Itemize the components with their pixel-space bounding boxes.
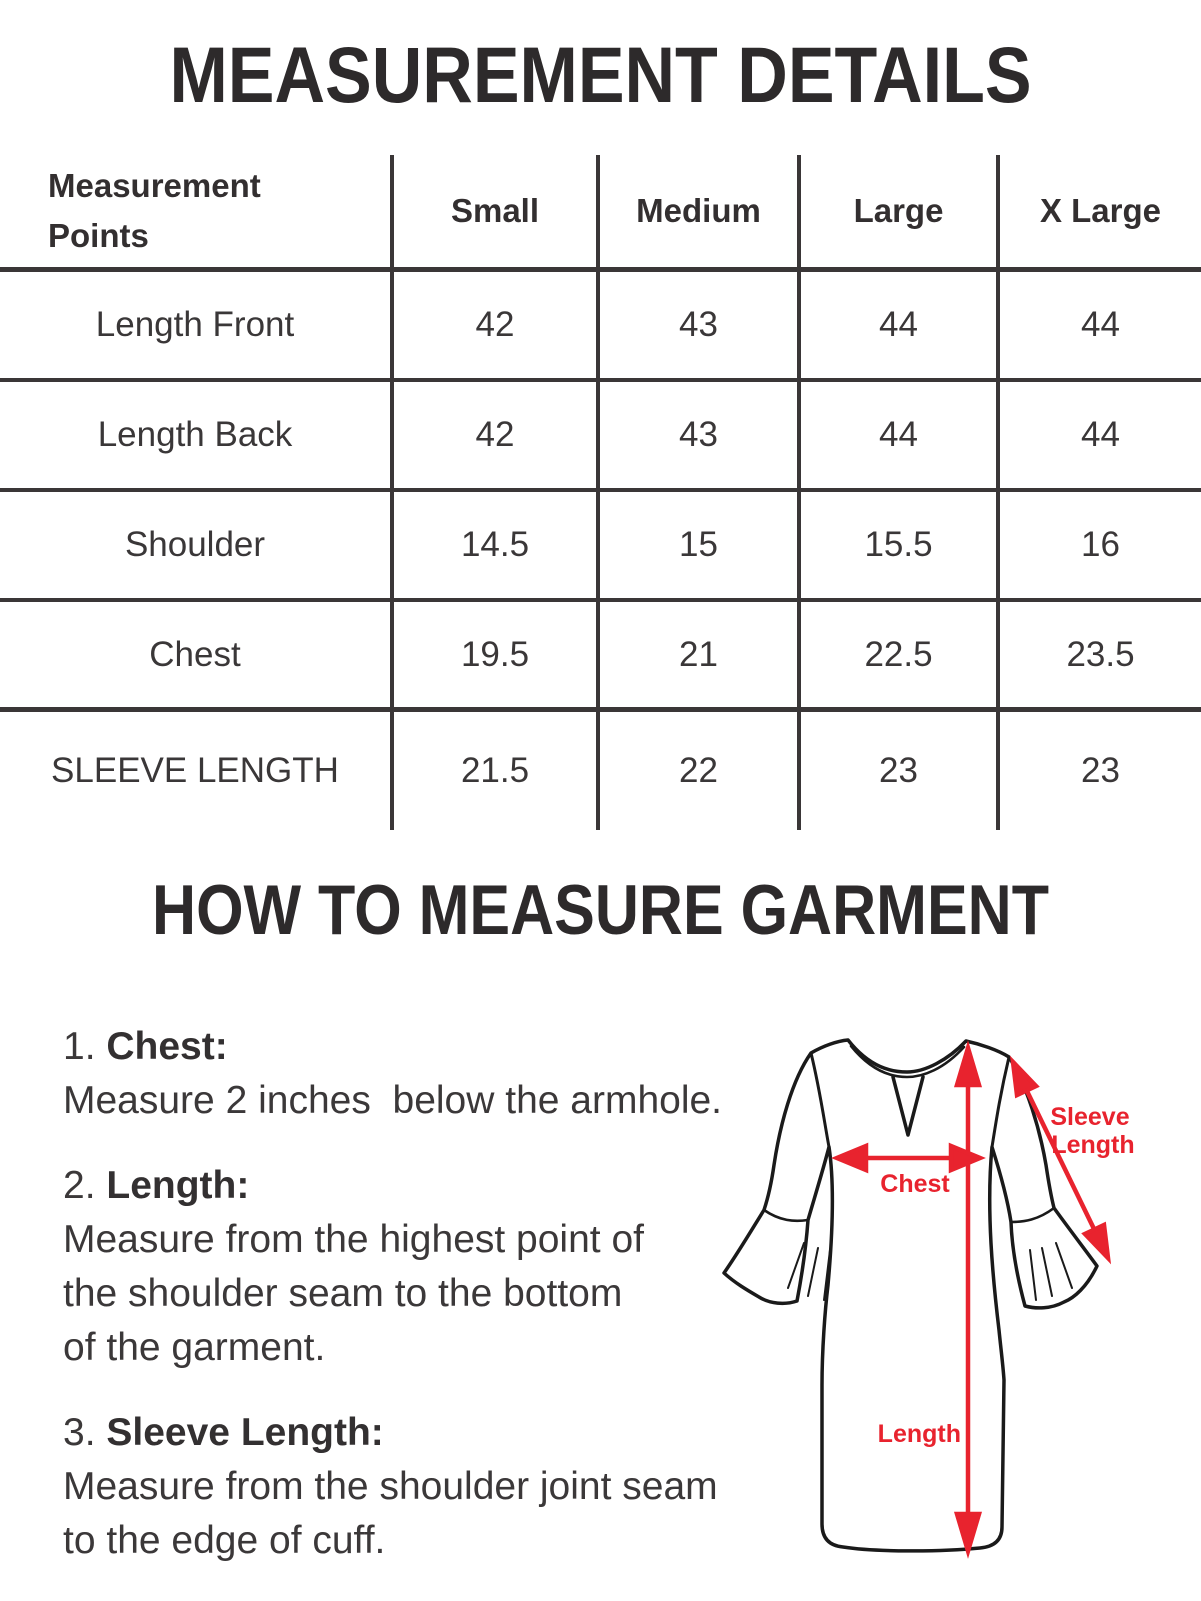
page-title: MEASUREMENT DETAILS xyxy=(169,31,1032,119)
table-cell: 16 xyxy=(996,492,1201,602)
row-label: SLEEVE LENGTH xyxy=(51,751,339,790)
table-cell: 44 xyxy=(797,272,996,382)
row-label: Chest xyxy=(0,602,390,712)
table-cell: 19.5 xyxy=(390,602,596,712)
instruction-title: Chest: xyxy=(106,1025,228,1068)
table-cell: 43 xyxy=(596,382,797,492)
column-header-small: Small xyxy=(390,155,596,272)
sleeve-length-label-line2: Length xyxy=(1051,1131,1135,1159)
instruction-item-length xyxy=(63,1159,743,1375)
measurement-table xyxy=(0,155,1201,830)
table-cell: 23 xyxy=(996,712,1201,830)
column-header-medium: Medium xyxy=(596,155,797,272)
table-cell: 44 xyxy=(996,272,1201,382)
sleeve-length-label-line1: Sleeve xyxy=(1050,1103,1130,1131)
instruction-number: 1. xyxy=(63,1025,96,1068)
row-label: Length Front xyxy=(0,272,390,382)
instruction-item-chest xyxy=(63,1020,743,1128)
table-cell: 42 xyxy=(390,382,596,492)
instruction-number: 2. xyxy=(63,1164,96,1207)
instruction-item-sleeve-length xyxy=(63,1406,743,1568)
instruction-text: Measure from the shoulder joint seam xyxy=(63,1465,718,1508)
length-label: Length xyxy=(877,1420,961,1448)
table-cell: 22.5 xyxy=(797,602,996,712)
sleeve-arrowhead-top xyxy=(1013,1062,1036,1095)
row-label: Length Back xyxy=(0,382,390,492)
instruction-title: Sleeve Length: xyxy=(106,1411,384,1454)
table-cell: 21.5 xyxy=(390,712,596,830)
measuring-instructions xyxy=(63,1020,743,1599)
table-cell: 15.5 xyxy=(797,492,996,602)
table-corner-header: Measurement Points xyxy=(0,155,390,272)
instruction-number: 3. xyxy=(63,1411,96,1454)
table-cell: 43 xyxy=(596,272,797,382)
column-header-large: Large xyxy=(797,155,996,272)
instruction-text: Measure from the highest point of xyxy=(63,1218,644,1261)
table-cell: 14.5 xyxy=(390,492,596,602)
table-cell: 22 xyxy=(596,712,797,830)
garment-diagram xyxy=(680,1000,1180,1601)
instruction-text: of the garment. xyxy=(63,1326,326,1369)
table-cell: 44 xyxy=(797,382,996,492)
instruction-text: the shoulder seam to the bottom xyxy=(63,1272,623,1315)
instruction-text: to the edge of cuff. xyxy=(63,1519,386,1562)
column-header-xlarge: X Large xyxy=(996,155,1201,272)
table-cell: 23 xyxy=(797,712,996,830)
table-cell: 23.5 xyxy=(996,602,1201,712)
row-label: Shoulder xyxy=(0,492,390,602)
instruction-text: Measure 2 inches below the armhole. xyxy=(63,1079,723,1122)
table-cell: 44 xyxy=(996,382,1201,492)
section-title-how-to-measure: HOW TO MEASURE GARMENT xyxy=(152,870,1049,950)
instruction-title: Length: xyxy=(106,1164,250,1207)
table-cell: 15 xyxy=(596,492,797,602)
table-cell: 21 xyxy=(596,602,797,712)
chest-label: Chest xyxy=(880,1170,950,1198)
table-cell: 42 xyxy=(390,272,596,382)
